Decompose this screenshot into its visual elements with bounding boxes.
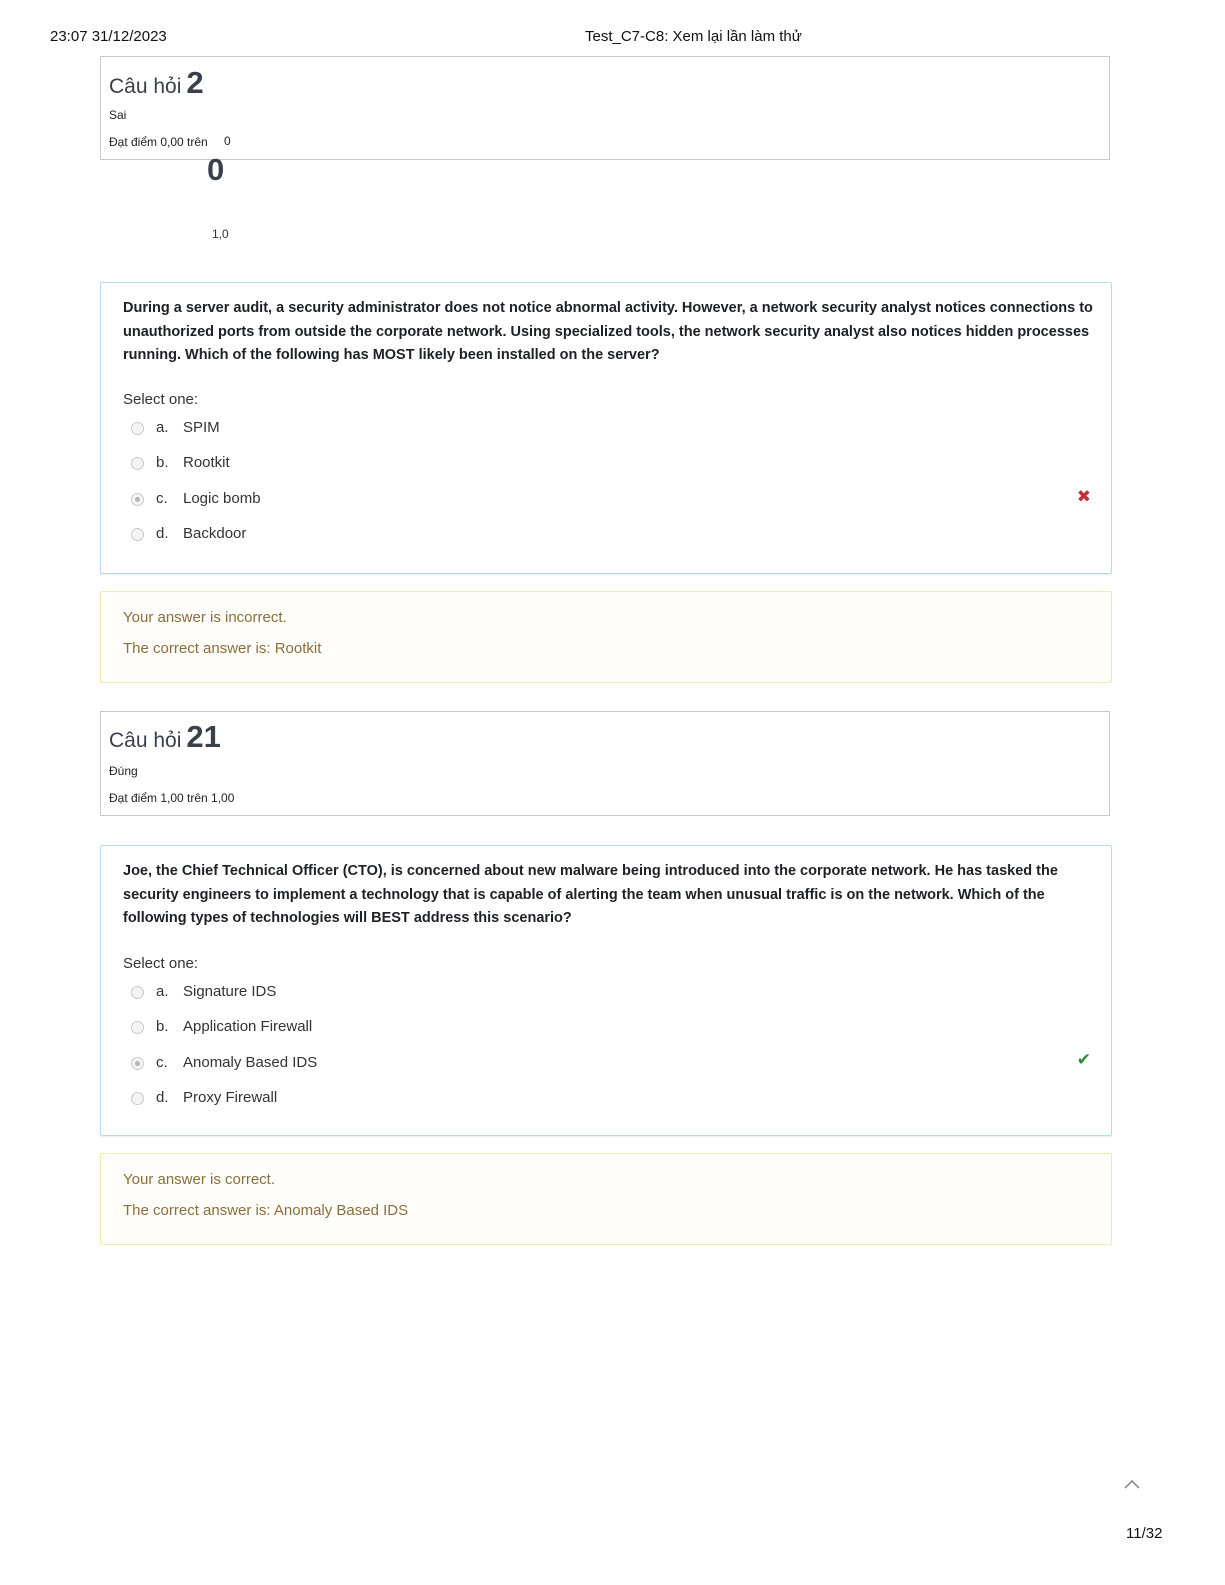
radio-button[interactable] [131, 422, 144, 435]
answer-letter: b. [156, 454, 169, 471]
answer-text: Signature IDS [183, 983, 277, 1000]
answer-option[interactable] [129, 419, 1089, 443]
question-number: 2 [186, 65, 204, 100]
radio-button[interactable] [131, 1021, 144, 1034]
question-heading [109, 719, 221, 755]
page-count: 11/32 [1126, 1525, 1163, 1542]
answer-letter: b. [156, 1018, 169, 1035]
question-grade: Đạt điểm 0,00 trên [109, 135, 208, 149]
question-formulation [100, 845, 1112, 1136]
question-info-box [100, 711, 1110, 816]
question-text: Joe, the Chief Technical Officer (CTO), is concerned about new malware being introduced into the corporate network. He has tasked the security engineers to implement a technology that is capable of alerting the team when unusual traffic is on the network. Which of the following types of technologies will BEST address this scenario? [123, 863, 1058, 926]
answer-text: Logic bomb [183, 490, 261, 507]
radio-button-checked[interactable] [131, 1057, 144, 1070]
radio-button[interactable] [131, 1092, 144, 1105]
answer-letter: a. [156, 419, 169, 436]
answer-text: Proxy Firewall [183, 1089, 278, 1106]
radio-button[interactable] [131, 986, 144, 999]
answer-text: SPIM [183, 419, 220, 436]
radio-button[interactable] [131, 528, 144, 541]
question-heading-label: Câu hỏi [109, 729, 182, 752]
answer-text: Anomaly Based IDS [183, 1054, 318, 1071]
question-formulation [100, 282, 1112, 574]
grade-overflow-fragment: 0 [224, 134, 231, 148]
select-one-prompt: Select one: [123, 955, 199, 972]
answer-letter: c. [156, 1054, 168, 1071]
answer-option-selected[interactable] [129, 1054, 1089, 1078]
answer-feedback [100, 591, 1112, 683]
radio-button-checked[interactable] [131, 493, 144, 506]
select-one-prompt: Select one: [123, 391, 199, 408]
question-heading-label: Câu hỏi [109, 75, 182, 98]
answer-text: Application Firewall [183, 1018, 313, 1035]
answer-option-selected[interactable] [129, 490, 1089, 514]
question-heading [109, 65, 204, 101]
overflow-grade-max: 1,0 [212, 227, 229, 241]
answer-letter: d. [156, 1089, 169, 1106]
radio-button[interactable] [131, 457, 144, 470]
answer-letter: c. [156, 490, 168, 507]
answer-letter: d. [156, 525, 169, 542]
feedback-status: Your answer is correct. [123, 1171, 276, 1188]
question-state: Sai [109, 108, 127, 122]
question-grade: Đạt điểm 1,00 trên 1,00 [109, 791, 235, 805]
question-info-box [100, 56, 1110, 160]
answer-option[interactable] [129, 1018, 1089, 1042]
answer-letter: a. [156, 983, 169, 1000]
question-text: During a server audit, a security administrator does not notice abnormal activity. However, a network security analyst notices connections to unauthorized ports from outside the corporate network. Using specialized tools, the network security analyst also notices hidden processes running. Which of the following has MOST likely been installed on the server? [123, 300, 1093, 363]
answer-feedback [100, 1153, 1112, 1245]
check-mark-icon: ✔ [1076, 1050, 1091, 1069]
answer-option[interactable] [129, 983, 1089, 1007]
answer-option[interactable] [129, 454, 1089, 478]
print-datetime: 23:07 31/12/2023 [50, 28, 167, 45]
question-number: 21 [186, 719, 221, 754]
question-state: Đúng [109, 764, 138, 778]
print-header [50, 28, 1175, 48]
feedback-right-answer: The correct answer is: Anomaly Based IDS [123, 1202, 409, 1219]
chevron-up-icon[interactable] [1122, 1475, 1142, 1495]
feedback-right-answer: The correct answer is: Rootkit [123, 640, 322, 657]
document-title: Test_C7-C8: Xem lại lần làm thử [585, 28, 802, 45]
answer-option[interactable] [129, 525, 1089, 549]
answer-option[interactable] [129, 1089, 1089, 1113]
x-mark-icon: ✖ [1076, 487, 1091, 506]
overflow-question-number: 0 [207, 152, 225, 187]
answer-text: Rootkit [183, 454, 230, 471]
feedback-status: Your answer is incorrect. [123, 609, 287, 626]
answer-text: Backdoor [183, 525, 247, 542]
